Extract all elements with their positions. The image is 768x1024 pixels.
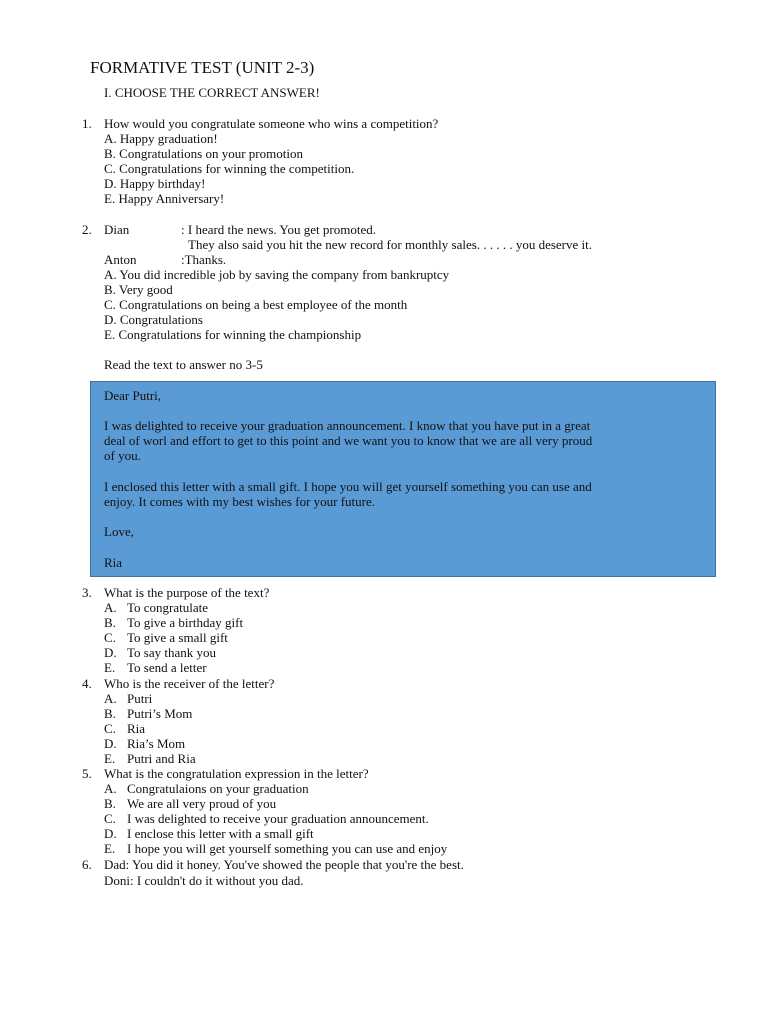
letter-paragraph-line: enjoy. It comes with my best wishes for your future. (104, 494, 376, 509)
option-letter: D. (104, 736, 117, 751)
question-number: 5. (82, 766, 92, 781)
question-number: 6. (82, 857, 92, 872)
question-stem: Who is the receiver of the letter? (104, 676, 275, 691)
letter-paragraph-line: I enclosed this letter with a small gift. I hope you will get yourself something you can use and (104, 479, 592, 494)
answer-option-c: C. Congratulations on being a best employee of the month (104, 297, 408, 312)
question-stem: What is the purpose of the text? (104, 585, 270, 600)
answer-option-d: Ria’s Mom (127, 736, 186, 751)
letter-paragraph-line: of you. (104, 448, 141, 463)
option-letter: B. (104, 796, 116, 811)
answer-option-e: E. Happy Anniversary! (104, 191, 225, 206)
answer-option-c: I was delighted to receive your graduation announcement. (127, 811, 429, 826)
option-letter: A. (104, 781, 117, 796)
answer-option-d: D. Congratulations (104, 312, 203, 327)
dialogue-line: They also said you hit the new record for monthly sales. . . . . . you deserve it. (188, 237, 592, 252)
option-letter: A. (104, 600, 117, 615)
option-letter: B. (104, 706, 116, 721)
answer-option-b: B. Congratulations on your promotion (104, 146, 303, 161)
answer-option-b: B. Very good (104, 282, 173, 297)
answer-option-c: Ria (127, 721, 146, 736)
option-letter: B. (104, 615, 116, 630)
answer-option-a: A. Happy graduation! (104, 131, 218, 146)
dialogue-line: Dad: You did it honey. You've showed the people that you're the best. (104, 857, 464, 872)
answer-option-a: Congratulaions on your graduation (127, 781, 309, 796)
option-letter: E. (104, 660, 116, 675)
question-number: 2. (82, 222, 92, 237)
dialogue-line: : I heard the news. You get promoted. (181, 222, 376, 237)
answer-option-e: To send a letter (127, 660, 207, 675)
dialogue-line: Doni: I couldn't do it without you dad. (104, 873, 304, 888)
option-letter: D. (104, 645, 117, 660)
letter-closing: Love, (104, 524, 134, 539)
read-instruction: Read the text to answer no 3-5 (104, 357, 263, 372)
answer-option-b: Putri’s Mom (127, 706, 193, 721)
answer-option-c: C. Congratulations for winning the competition. (104, 161, 355, 176)
letter-paragraph-line: deal of worl and effort to get to this point and we want you to know that we are all very proud (104, 433, 593, 448)
question-number: 3. (82, 585, 92, 600)
answer-option-a: To congratulate (127, 600, 209, 615)
question-stem: How would you congratulate someone who wins a competition? (104, 116, 439, 131)
option-letter: D. (104, 826, 117, 841)
answer-option-e: Putri and Ria (127, 751, 196, 766)
dialogue-speaker-dian: Dian (104, 222, 130, 237)
dialogue-speaker-anton: Anton (104, 252, 137, 267)
option-letter: C. (104, 811, 116, 826)
answer-option-e: E. Congratulations for winning the championship (104, 327, 362, 342)
section-heading: I. CHOOSE THE CORRECT ANSWER! (104, 85, 320, 100)
page-title: FORMATIVE TEST (UNIT 2-3) (90, 58, 315, 77)
option-letter: A. (104, 691, 117, 706)
answer-option-b: We are all very proud of you (127, 796, 277, 811)
dialogue-line: :Thanks. (181, 252, 227, 267)
letter-paragraph-line: I was delighted to receive your graduation announcement. I know that you have put in a great (104, 418, 591, 433)
letter-greeting: Dear Putri, (104, 388, 162, 403)
answer-option-d: To say thank you (127, 645, 216, 660)
option-letter: E. (104, 841, 116, 856)
option-letter: C. (104, 721, 116, 736)
answer-option-e: I hope you will get yourself something you can use and enjoy (127, 841, 448, 856)
answer-option-a: A. You did incredible job by saving the company from bankruptcy (104, 267, 450, 282)
answer-option-b: To give a birthday gift (127, 615, 244, 630)
option-letter: E. (104, 751, 116, 766)
answer-option-c: To give a small gift (127, 630, 228, 645)
answer-option-a: Putri (127, 691, 153, 706)
answer-option-d: I enclose this letter with a small gift (127, 826, 314, 841)
option-letter: C. (104, 630, 116, 645)
question-stem: What is the congratulation expression in the letter? (104, 766, 369, 781)
answer-option-d: D. Happy birthday! (104, 176, 206, 191)
letter-signature: Ria (104, 555, 123, 570)
question-number: 1. (82, 116, 92, 131)
question-number: 4. (82, 676, 92, 691)
